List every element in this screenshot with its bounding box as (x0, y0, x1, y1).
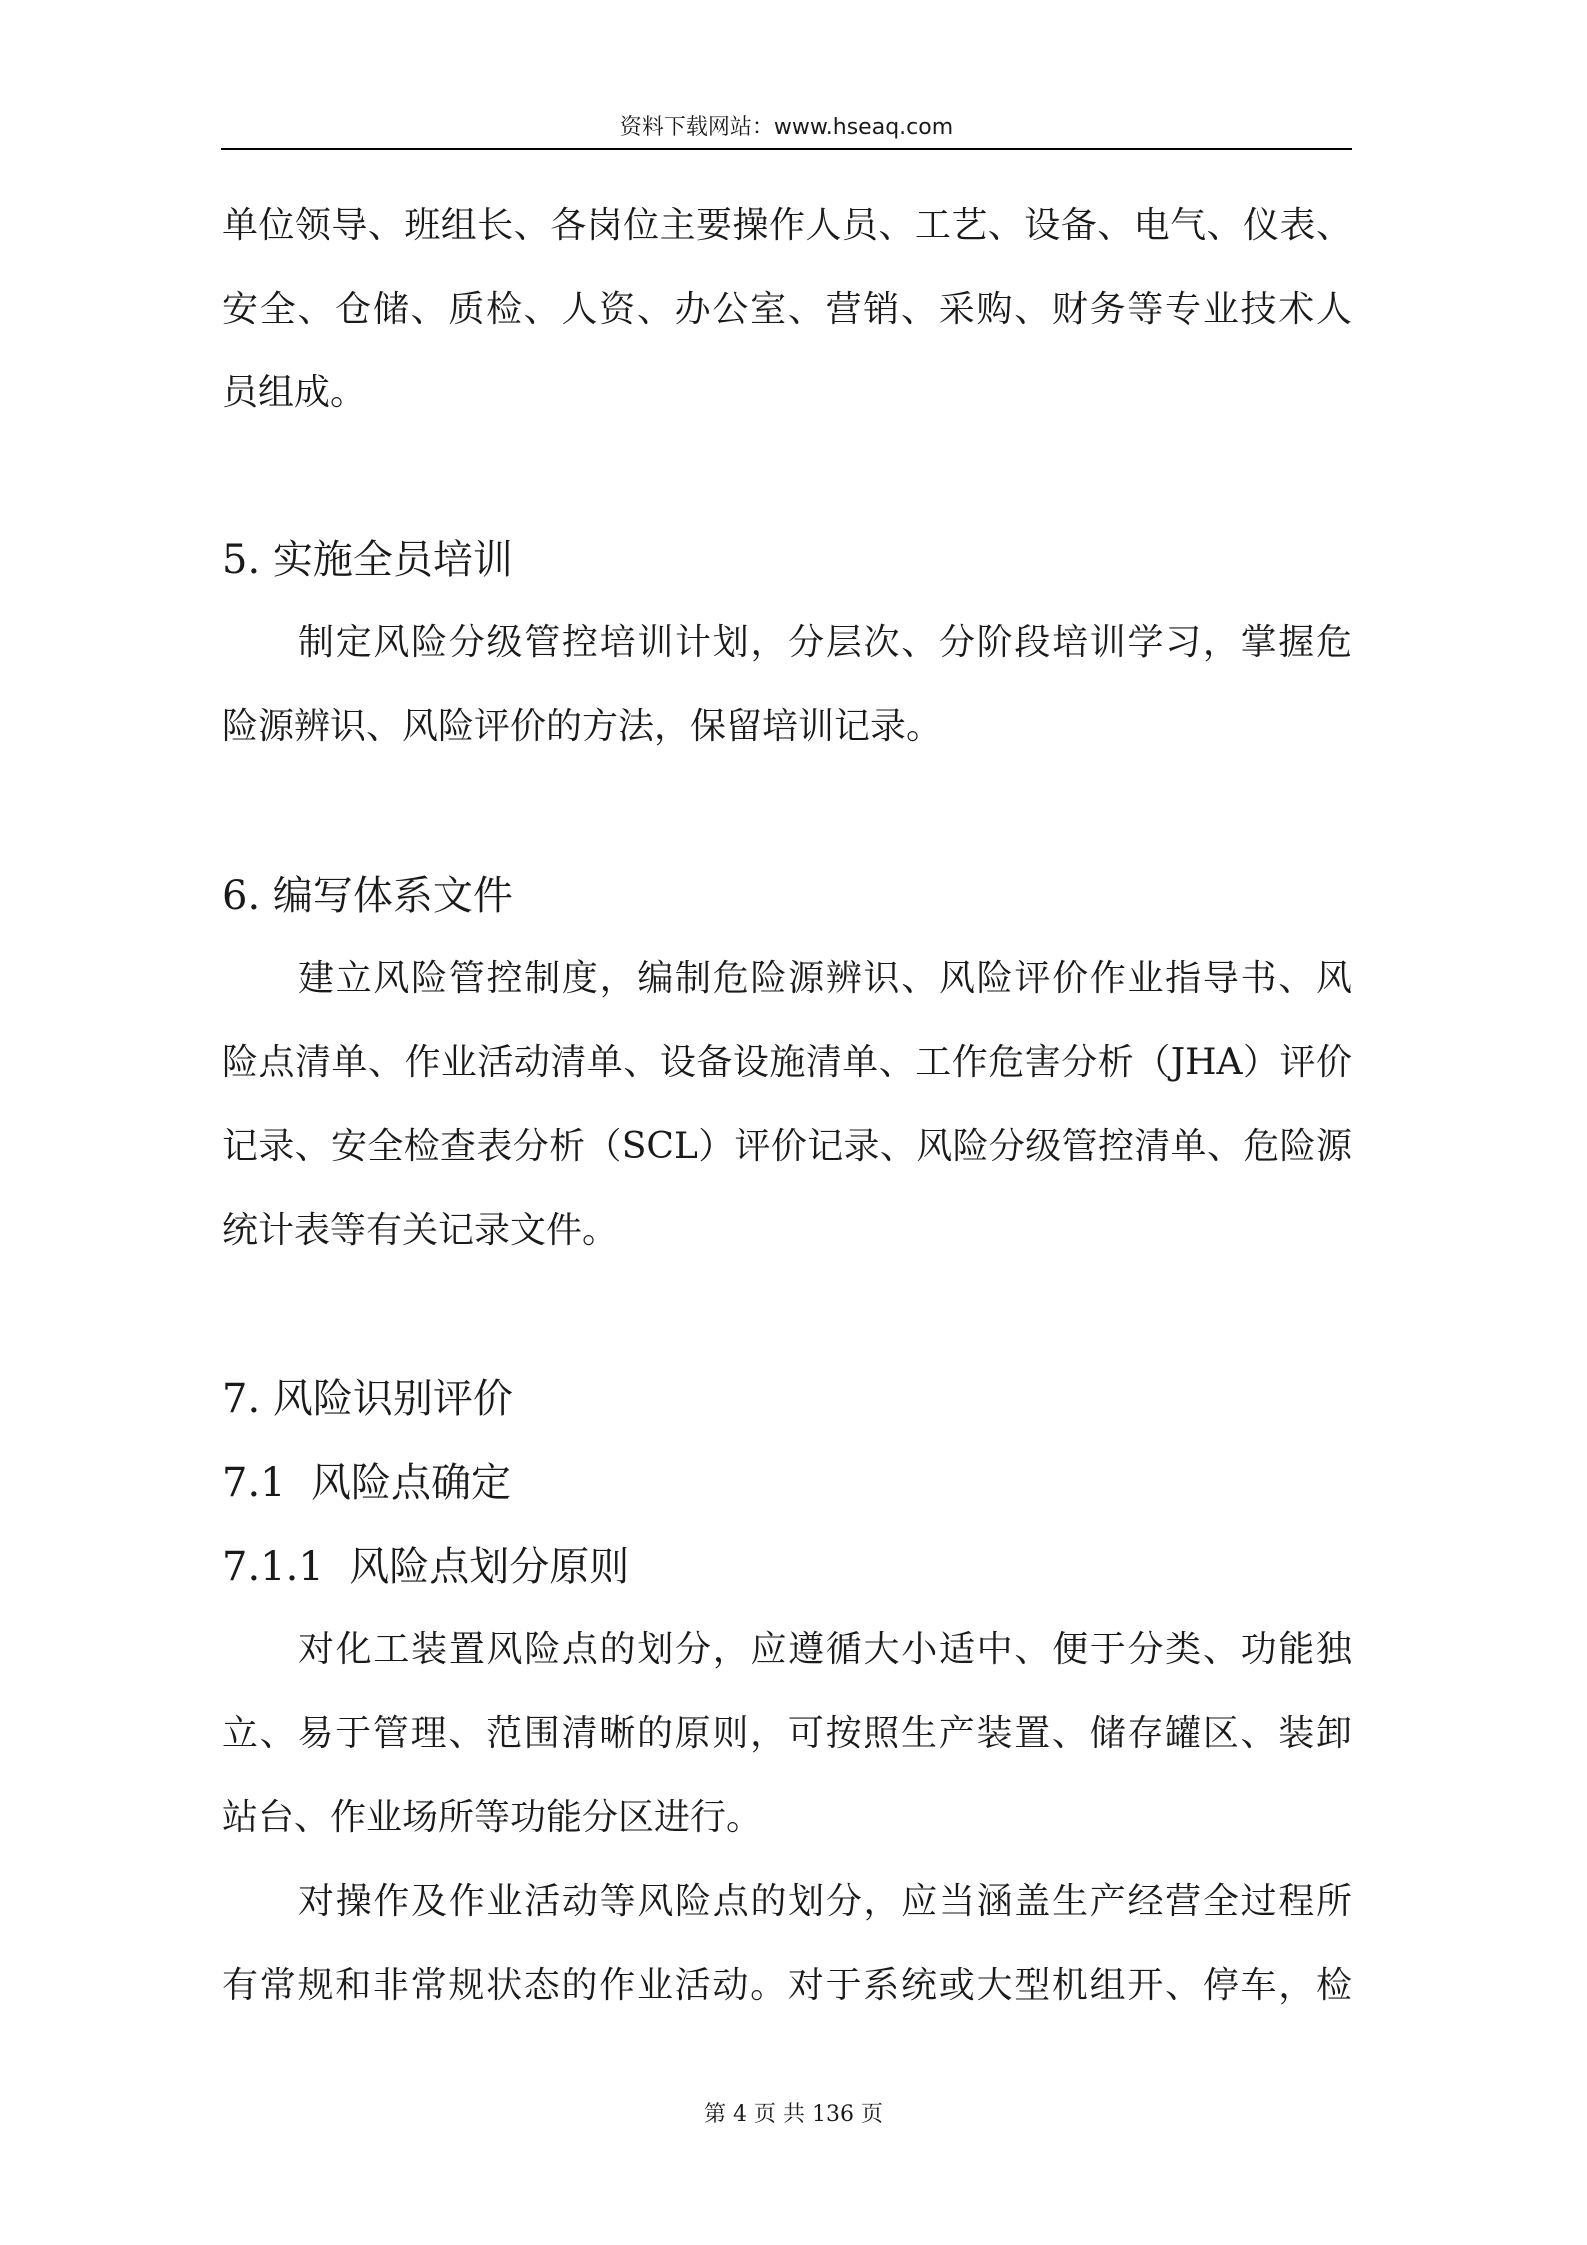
paragraph-line: 险点清单、作业活动清单、设备设施清单、工作危害分析（JHA）评价 (222, 1042, 1352, 1083)
paragraph-line: 有常规和非常规状态的作业活动。对于系统或大型机组开、停车，检 (222, 1965, 1352, 2006)
paragraph-line: 单位领导、班组长、各岗位主要操作人员、工艺、设备、电气、仪表、 (222, 205, 1352, 246)
section-heading-5: 5. 实施全员培训 (222, 537, 513, 583)
paragraph-line: 站台、作业场所等功能分区进行。 (222, 1797, 763, 1838)
paragraph-line: 统计表等有关记录文件。 (222, 1210, 619, 1251)
paragraph-line: 对操作及作业活动等风险点的划分，应当涵盖生产经营全过程所 (298, 1881, 1352, 1922)
paragraph-line: 记录、安全检查表分析（SCL）评价记录、风险分级管控清单、危险源 (222, 1126, 1352, 1167)
header-divider (221, 148, 1352, 150)
subsection-heading-7-1-1: 7.1.1 风险点划分原则 (222, 1544, 630, 1590)
paragraph-line: 员组成。 (222, 372, 367, 413)
paragraph-line: 制定风险分级管控培训计划，分层次、分阶段培训学习，掌握危 (298, 622, 1352, 663)
page-footer: 第 4 页 共 136 页 (704, 2102, 883, 2127)
subsection-heading-7-1: 7.1 风险点确定 (222, 1460, 512, 1506)
paragraph-line: 安全、仓储、质检、人资、办公室、营销、采购、财务等专业技术人 (222, 289, 1352, 330)
paragraph-line: 险源辨识、风险评价的方法，保留培训记录。 (222, 706, 943, 747)
section-heading-7: 7. 风险识别评价 (222, 1376, 513, 1422)
paragraph-line: 立、易于管理、范围清晰的原则，可按照生产装置、储存罐区、装卸 (222, 1713, 1352, 1754)
page-header: 资料下载网站：www.hseaq.com (619, 115, 954, 140)
paragraph-line: 对化工装置风险点的划分，应遵循大小适中、便于分类、功能独 (298, 1629, 1352, 1670)
paragraph-line: 建立风险管控制度，编制危险源辨识、风险评价作业指导书、风 (298, 958, 1352, 999)
section-heading-6: 6. 编写体系文件 (222, 873, 513, 919)
